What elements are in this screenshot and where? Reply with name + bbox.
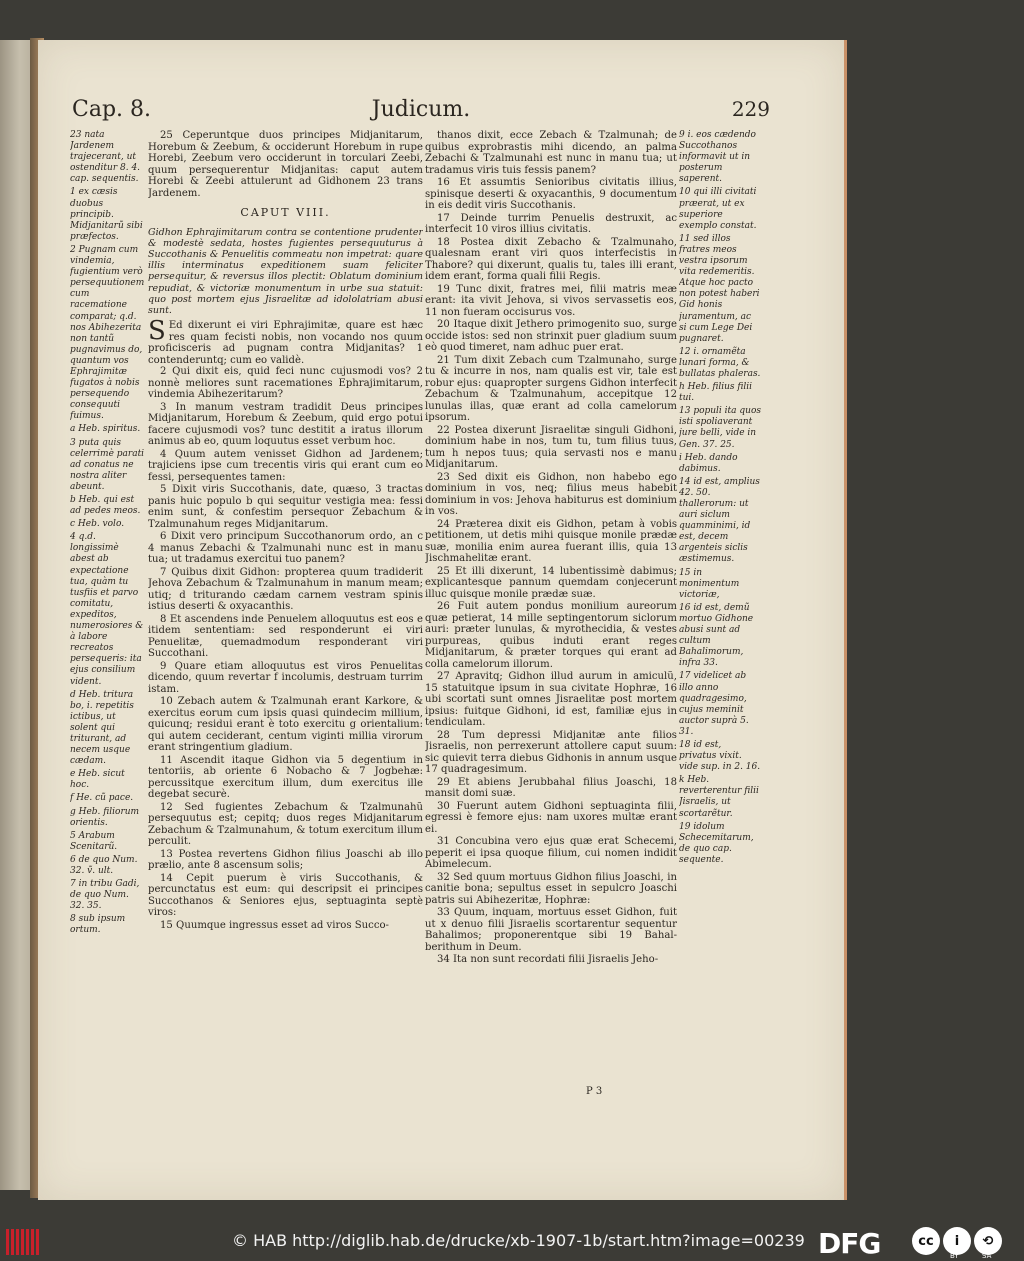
margin-note: k Heb. reverterentur filii Jisraelis, ut scortarẽtur.	[679, 775, 759, 819]
margin-note: 11 sed illos fratres meos vestra ipsorum vita redemeritis. Atque hoc pacto non potest haberi Gid honis juramentum, ac si cum Lege Dei pugnaret.	[679, 233, 760, 344]
share-alike-icon: ⟲	[974, 1227, 1002, 1255]
verse-text: 11 Ascendit itaque Gidhon via 5 degentium in tentoriis, ab oriente 6 Nobacho & 7 Jogbehæ: percussitque exercitum illum, dum exercitus ille degebat securè.	[148, 754, 423, 801]
verse-text: 21 Tum dixit Zebach cum Tzalmunaho, surge tu & incurre in nos, nam qualis est vir, tale est robur ejus: quapropter surgens Gidhon interfecit Zebachum & Tzalmunahum, accepitque 12 lunulas illas, quæ erant ad colla camelorum ipsorum.	[425, 354, 677, 423]
margin-note: 3 puta quis celerrimè parati ad conatus ne nostra aliter abeunt.	[70, 437, 145, 492]
book-title: Judicum.	[371, 97, 471, 122]
verse-text: 12 Sed fugientes Zebachum & Tzalmunahũ persequutus est; cepitq; duos reges Midjanitarum Zebachum & Tzalmunahum, & totum exercitum illum perculit.	[148, 801, 423, 848]
page-number: 229	[731, 97, 770, 121]
verse-text: 31 Concubina vero ejus quæ erat Schecemi, peperit ei ipsa quoque filium, cui nomen indidit Abimelecum.	[425, 836, 677, 870]
footer-bar	[0, 1222, 1024, 1261]
verse-text: 14 Cepit puerum è viris Succothanis, & percunctatus est eum: qui descripsit ei principes Succothanos & Seniores ejus, septuaginta septè viros:	[148, 872, 423, 919]
verse-text: 34 Ita non sunt recordati filii Jisraelis Jeho-	[437, 954, 659, 965]
margin-note: 12 i. ornamẽta lunari forma, & bullatas phaleras.	[679, 346, 761, 379]
verse-text: 3 In manum vestram tradidit Deus principes Midjanitarum, Horebum & Zeebum, quid ergo potui facere cujusmodi vos? tunc destitit a iratus illorum animus ab eo, quum loquutus esset verbum hoc.	[148, 401, 423, 448]
verse-text: 26 Fuit autem pondus monilium aureorum quæ petierat, 14 mille septingentorum siclorum auri: præter lunulas, & myrothecidia, & vestes purpureas, quibus induti erant reges Midjanitarum, & præter torques qui erant ad colla camelorum illorum.	[425, 601, 677, 670]
margin-note: b Heb. qui est ad pedes meos.	[70, 495, 141, 517]
margin-note: h Heb. filius filii tui.	[679, 382, 752, 404]
verse-text: 30 Fuerunt autem Gidhoni septuaginta filii, egressi è femore ejus: nam uxores multæ erant ei.	[425, 800, 677, 835]
page-header	[72, 97, 770, 127]
margin-note: c Heb. volo.	[70, 519, 125, 530]
sa-label: SA	[982, 1252, 992, 1260]
verse-text: 15 Quumque ingressus esset ad viros Succo-	[160, 919, 389, 931]
margin-note: e Heb. sicut hoc.	[70, 769, 125, 791]
verse-text: 32 Sed quum mortuus Gidhon filius Joaschi, in canitie bona; sepultus esset in sepulcro Joaschi patris sui Abihezeritæ, Hophræ:	[425, 871, 677, 906]
margin-note: 19 idolum Schecemitarum, de quo cap. sequente.	[679, 821, 754, 865]
margin-note: 16 id est, demũ mortuo Gidhone abusi sunt ad cultum Bahalimorum, infra 33.	[679, 602, 754, 669]
margin-note: a Heb. spiritus.	[70, 424, 141, 435]
right-margin-notes	[679, 130, 761, 868]
verse-text: 4 Quum autem venisset Gidhon ad Jardenem; trajiciens ipse cum trecentis viris qui erant cum eo fessi, persequentes tamen:	[148, 448, 423, 483]
margin-note: 4 q.d. longissimè abest ab expectatione tua, quàm tu tusfiis et parvo comitatu, expeditos, numerosiores & à labore recreatos persequeris: ita ejus consilium vident.	[70, 532, 144, 687]
margin-note: f He. cũ pace.	[70, 793, 134, 804]
margin-note: 2 Pugnam cum vindemia, fugientium verò persequutionem cum racematione comparat; q.d. nos Abihezerita non tantũ pugnavimus do, quantum vos Ephrajimitæ fugatos à nobis persequendo consequuti fuimus.	[70, 244, 145, 422]
verse-text: 24 Præterea dixit eis Gidhon, petam à vobis petitionem, ut detis mihi quisque monile prædæ suæ, monilia enim aurea fuerant illis, quia 13 Jischmahelitæ erant.	[425, 518, 677, 564]
verse-text: 2 Qui dixit eis, quid feci nunc cujusmodi vos? 2 nonnè meliores sunt racemationes Ephrajimitarum, vindemia Abihezeritarum?	[148, 366, 423, 401]
verse-text: 7 Quibus dixit Gidhon: propterea quum tradiderit Jehova Zebachum & Tzalmunahum in manum meam; utiq; d triturando cædam carnem vestram spinis istius deserti & oxyacanthis.	[148, 566, 423, 613]
hab-logo-icon	[6, 1229, 40, 1255]
verse-text: 17 Deinde turrim Penuelis destruxit, ac interfecit 10 viros illius civitatis.	[425, 212, 677, 235]
verse-text: 19 Tunc dixit, fratres mei, filii matris meæ erant: ita vivit Jehova, si vivos servassetis eos, 11 non fueram occisurus vos.	[425, 283, 677, 318]
margin-note: g Heb. filiorum orientis.	[70, 806, 140, 828]
verse-text: 18 Postea dixit Zebacho & Tzalmunaho, qualesnam erant viri quos interfecistis in Thabore? qui dixerunt, qualis tu, tales illi erant, idem erant, forma quali filii Regis.	[425, 236, 677, 282]
chapter-heading: Cap. 8.	[72, 97, 152, 122]
left-margin-notes	[70, 130, 145, 939]
attribution-icon: i	[943, 1227, 971, 1255]
verse-text: 8 Et ascendens inde Penuelem alloquutus est eos e itidem sententiam: sed responderunt ei viri Penuelitæ, quemadmodum responderant viri Succothani.	[148, 613, 423, 660]
verse-text: 20 Itaque dixit Jethero primogenito suo, surge occide istos: sed non strinxit puer gladium suum eò quod timeret, nam adhuc puer erat.	[425, 319, 677, 353]
verse-text: Ed dixerunt ei viri Ephrajimitæ, quare est hæc res quam fecisti nobis, non vocando nos quum proficisceris ad pugnam contra Midjanitas? 1 contenderuntq; cum eo validè.	[148, 320, 423, 366]
book-page	[38, 40, 847, 1200]
verse-text: 28 Tum depressi Midjanitæ ante filios Jisraelis, non perrexerunt attollere caput suum: sic quievit terra diebus Gidhonis in annum usque 17 quadragesimum.	[425, 729, 677, 775]
drop-cap: S	[148, 316, 166, 347]
verse-text: 25 Et illi dixerunt, 14 lubentissimè dabimus; explicantesque pannum quemdam conjecerunt illuc quisque monile prædæ suæ.	[425, 565, 677, 600]
margin-note: 14 id est, amplius 42. 50. thallerorum: ut auri siclum quamminimi, id est, decem argenteis siclis æstimemus.	[679, 476, 760, 565]
margin-note: 8 sub ipsum ortum.	[70, 914, 126, 936]
creative-commons-badge[interactable]	[912, 1227, 1002, 1255]
by-label: BY	[950, 1252, 959, 1260]
verse-text: 25 Ceperuntque duos principes Midjanitarum, Horebum & Zeebum, & occiderunt Horebum in rupe Horebi, Zeebum vero occiderunt in torculari Zeebi, quum persequerentur Midjanitas: caput autem Horebi & Zeebi attulerunt ad Gidhonem 23 trans Jardenem.	[148, 130, 423, 199]
margin-note: 10 qui illi civitati præerat, ut ex superiore exemplo constat.	[679, 187, 757, 231]
chapter-summary: Gidhon Ephrajimitarum contra se contentione prudenter & modestè sedata, hostes fugientes persequuturus à Succothanis & Penuelitis commeatu non impetrat: quare illis interminatus expeditionem suam feliciter persequitur, & reversus illos plectit: Oblatum dominium repudiat, & victoriæ monumentum in urbe sua statuit: quo post mortem ejus Jisraelitæ ad idololatriam abusi sunt.	[148, 226, 423, 316]
margin-note: 9 i. eos cædendo Succothanos informavit ut in posterum saperent.	[679, 130, 756, 185]
main-column-2	[425, 130, 677, 967]
verse-text: 22 Postea dixerunt Jisraelitæ singuli Gidhoni, dominium habe in nos, tum tu, tum filius tuus, tum h nepos tuus; quia servasti nos e manu Midjanitarum.	[425, 424, 677, 470]
copyright-link[interactable]: © HAB http://diglib.hab.de/drucke/xb-1907-1b/start.htm?image=00239	[232, 1231, 805, 1250]
verse-text: 33 Quum, inquam, mortuus esset Gidhon, fuit ut x denuo filii Jisraelis scortarentur sequentur Bahalimos; proponerentque sibi 19 Bahal-berithum in Deum.	[425, 907, 677, 953]
verse-text: 9 Quare etiam alloquutus est viros Penuelitas dicendo, quum revertar f incolumis, destruam turrim istam.	[148, 660, 423, 695]
chapter-body	[148, 316, 423, 931]
verse-text: 16 Et assumtis Senioribus civitatis illius, spinisque deserti & oxyacanthis, 9 documentum in eis dedit viris Succothanis.	[425, 177, 677, 211]
margin-note: 7 in tribu Gadi, de quo Num. 32. 35.	[70, 879, 140, 912]
verse-text: 13 Postea revertens Gidhon filius Joaschi ab illo prælio, ante 8 ascensum solis;	[148, 848, 423, 872]
margin-note: d Heb. tritura bo, i. repetitis ictibus, ut solent qui triturant, ad necem usque cædam.	[70, 689, 134, 767]
signature-mark: P 3	[586, 1086, 603, 1097]
dfg-logo: DFG	[818, 1227, 881, 1260]
margin-note: 13 populi ita quos isti spoliaverant jure belli, vide in Gen. 37. 25.	[679, 406, 761, 450]
verse-text: 5 Dixit viris Succothanis, date, quæso, 3 tractas panis huic populo b qui sequitur vestigia mea: fessi enim sunt, & confestim persequor Zebachum & Tzalmunahum reges Midjanitarum.	[148, 484, 423, 530]
verse-text: 23 Sed dixit eis Gidhon, non habebo ego dominium in vos, neq; filius meus habebit dominium in vos: Jehova habiturus est dominium in vos.	[425, 471, 677, 517]
verse-text: thanos dixit, ecce Zebach & Tzalmunah; de quibus exprobrastis mihi dicendo, an palma Zebachi & Tzalmunahi est nunc in manu tua; ut tradamus viris tuis fessis panem?	[425, 130, 677, 176]
verse-text: 27 Apravitq; Gidhon illud aurum in amiculũ, 15 statuitque ipsum in sua civitate Hophræ, 16 ubi scortati sunt omnes Jisraelitæ post mortem ipsius: fuitque Gidhoni, id est, familiæ ejus in tendiculam.	[425, 671, 677, 728]
margin-note: 5 Arabum Scenitarũ.	[70, 830, 118, 852]
verse-text: 10 Zebach autem & Tzalmunah erant Karkore, & exercitus eorum cum ipsis quasi quindecim millium, quicunq; residui erant è toto exercitu g orientalium: qui autem ceciderant, centum viginti millia virorum erant stringentium gladium.	[148, 696, 423, 754]
margin-note: 17 videlicet ab illo anno quadragesimo, cujus meminit auctor suprà 5. 31.	[679, 671, 749, 737]
margin-note: 18 id est, privatus vixit. vide sup. in 2. 16.	[679, 739, 761, 773]
main-column-1	[148, 130, 423, 932]
cc-icon: cc	[912, 1227, 940, 1255]
margin-note: 1 ex cæsis duobus principib. Midjanitarũ sibi præfectos.	[70, 187, 143, 242]
margin-note: 6 de quo Num. 32. ṽ. ult.	[70, 854, 138, 876]
verse-text: 29 Et abiens Jerubbahal filius Joaschi, 18 mansit domi suæ.	[425, 776, 677, 799]
chapter-title: CAPUT VIII.	[240, 206, 331, 219]
verse-text: 6 Dixit vero principum Succothanorum ordo, an c 4 manus Zebachi & Tzalmunahi nunc est in manu tua; ut tradamus exercitui tuo panem?	[148, 531, 423, 566]
margin-note: 15 in monimentum victoriæ,	[679, 567, 740, 600]
margin-note: 23 nata Jardenem trajecerant, ut ostenditur 8. 4. cap. sequentis.	[70, 130, 141, 185]
margin-note: i Heb. dando dabimus.	[679, 452, 738, 474]
